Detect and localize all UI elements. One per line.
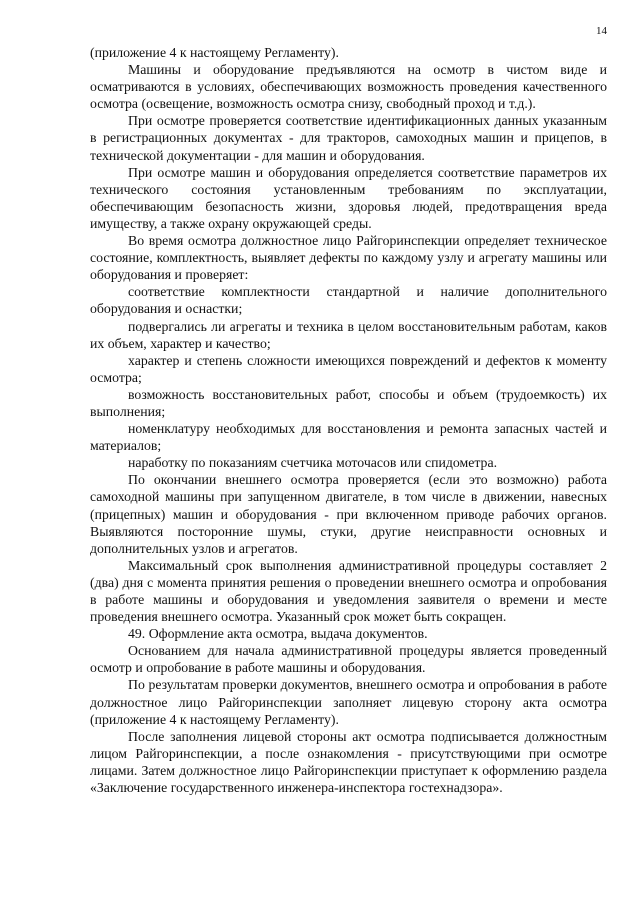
paragraph: (приложение 4 к настоящему Регламенту). <box>90 45 339 60</box>
paragraph: После заполнения лицевой стороны акт осмотра подписывается должностным лицом Райгоринспекции, а после ознакомления - присутствующими при осмотре лицами. Затем должностное лицо Райгоринспекции приступает к оформлению раздела «Заключение государственного инженера-инспектора гостехнадзора». <box>90 728 607 796</box>
paragraph: По результатам проверки документов, внешнего осмотра и опробования в работе должностное лицо Райгоринспекции заполняет лицевую сторону акта осмотра (приложение 4 к настоящему Регламенту). <box>90 677 607 727</box>
paragraph: Во время осмотра должностное лицо Райгоринспекции определяет техническое состояние, комплектность, выявляет дефекты по каждому узлу и агрегату машины или оборудования и проверяет: <box>90 233 607 283</box>
list-item: возможность восстановительных работ, способы и объем (трудоемкость) их выполнения; <box>90 386 607 419</box>
paragraph: Основанием для начала административной процедуры является проведенный осмотр и опробование в работе машины и оборудования. <box>90 643 607 676</box>
list-item: соответствие комплектности стандартной и наличие дополнительного оборудования и оснастки; <box>90 284 607 317</box>
paragraph: По окончании внешнего осмотра проверяется (если это возможно) работа самоходной машины при запущенном двигателе, в том числе в движении, навесных (прицепных) машин и оборудования - при включенном приводе рабочих органов. Выявляются посторонние шумы, стуки, другие неисправности основных и дополнительных узлов и агрегатов. <box>90 472 607 556</box>
list-item: номенклатуру необходимых для восстановления и ремонта запасных частей и материалов; <box>90 421 607 454</box>
paragraph: Машины и оборудование предъявляются на осмотр в чистом виде и осматриваются в условиях, обеспечивающих возможность проведения качественного осмотра (освещение, возможность осмотра снизу, свободный проход и т.д.). <box>90 62 607 112</box>
list-item: подвергались ли агрегаты и техника в целом восстановительным работам, каков их объем, характер и качество; <box>90 318 607 351</box>
section-heading: 49. Оформление акта осмотра, выдача документов. <box>128 626 428 642</box>
list-item: характер и степень сложности имеющихся повреждений и дефектов к моменту осмотра; <box>90 352 607 385</box>
paragraph: При осмотре машин и оборудования определяется соответствие параметров их технического состояния установленным требованиям по эксплуатации, обеспечивающим безопасность жизни, здоровья людей, предотвращения вреда имуществу, а также охрану окружающей среды. <box>90 164 607 231</box>
paragraph: Максимальный срок выполнения административной процедуры составляет 2 (два) дня с момента принятия решения о проведении внешнего осмотра и опробования в работе машины и оборудования и уведомления заявителя о времени и месте проведения внешнего осмотра. Указанный срок может быть сокращен. <box>90 557 607 625</box>
list-item: наработку по показаниям счетчика моточасов или спидометра. <box>128 455 498 471</box>
page-number: 14 <box>596 25 607 37</box>
document-body <box>90 44 607 796</box>
paragraph: При осмотре проверяется соответствие идентификационных данных указанным в регистрационных документах - для тракторов, самоходных машин и прицепов, в технической документации - для машин и оборудования. <box>90 113 607 163</box>
document-page <box>90 0 607 905</box>
